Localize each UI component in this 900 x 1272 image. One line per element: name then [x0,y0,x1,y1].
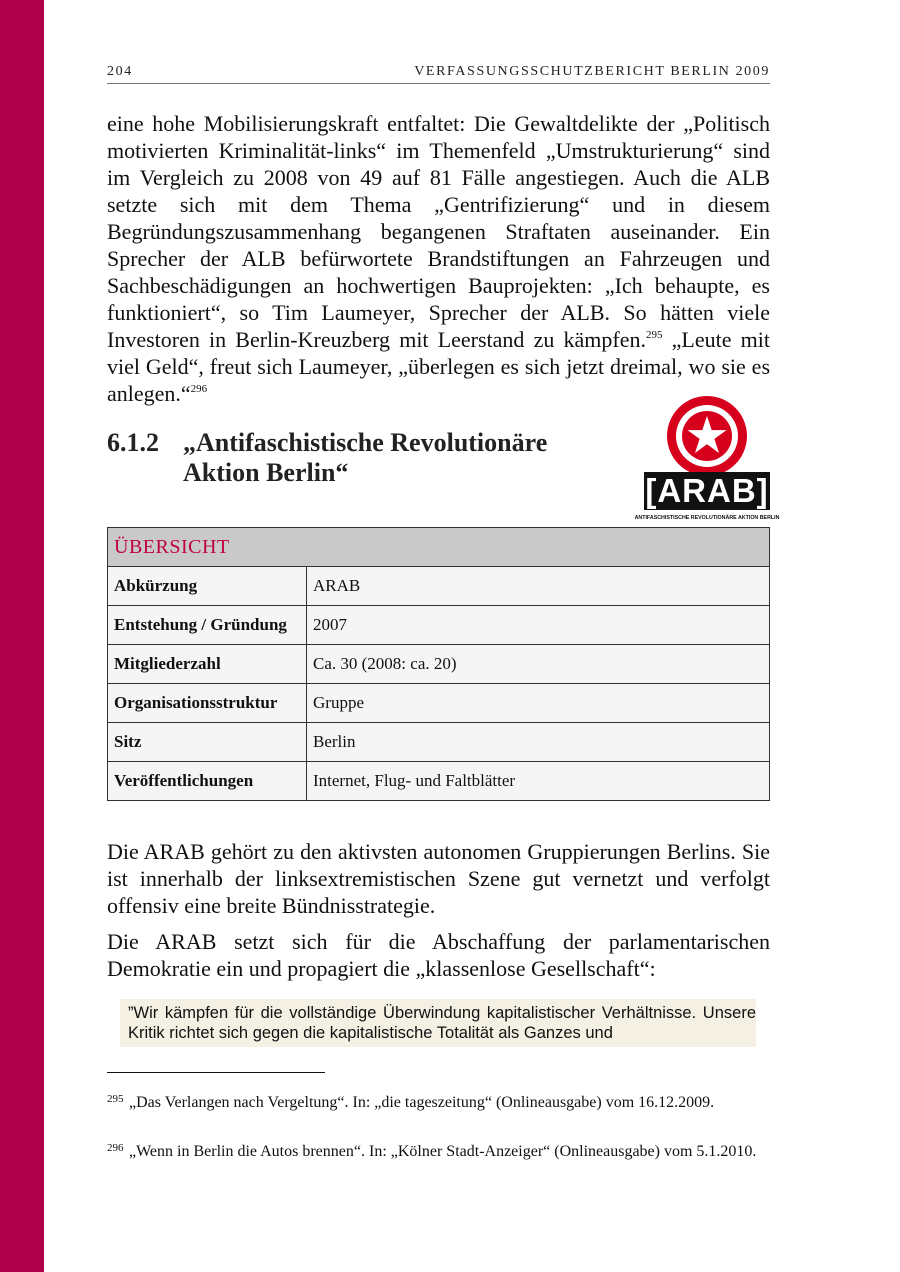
footnote-296 [107,1141,770,1162]
running-title: VERFASSUNGSSCHUTZBERICHT BERLIN 2009 [414,64,770,79]
section-title: „Antifaschistische Revolutionäre Aktion Berlin“ [183,428,548,487]
footnote-295 [107,1092,770,1113]
page-number: 204 [107,64,133,79]
footnote-text: „Das Verlangen nach Vergeltung“. In: „die tageszeitung“ (Onlineausgabe) vom 16.12.2009. [129,1094,715,1111]
table-row [108,645,770,684]
overview-heading: ÜBERSICHT [108,528,770,567]
row-label: Veröffentlichungen [108,762,307,801]
quote-box: ”Wir kämpfen für die vollständige Überwindung kapitalistischer Verhältnisse. Unsere Kritik richtet sich gegen die kapitalistische Totalität als Ganzes und [120,999,756,1047]
intro-text: eine hohe Mobilisierungskraft entfaltet: Die Gewaltdelikte der „Politisch motivierten Kriminalität-links“ im Themenfeld „Umstrukturierung“ sind im Vergleich zu 2008 von 49 auf 81 Fälle angestiegen. Auch die ALB setzte sich mit dem Thema „Gentrifizierung“ und in diesem Begründungszusammenhang begangenen Straftaten auseinander. Ein Sprecher der ALB befürwortete Brandstiftungen an Fahrzeugen und Sachbeschädigungen an hochwertigen Bauprojekten: „Ich behaupte, es funktioniert“, so Tim Laumeyer, Sprecher der ALB. So hätten viele Investoren in Berlin-Kreuzberg mit Leerstand zu kämpfen. [107,111,770,352]
paragraph-arab-goals: Die ARAB setzt sich für die Abschaffung der parlamentarischen Demokratie ein und propagiert die „klassenlose Gesellschaft“: [107,929,770,981]
row-value: 2007 [307,606,770,645]
logo-subtext: ANTIFASCHISTISCHE REVOLUTIONÄRE AKTION BERLIN [634,515,780,521]
row-value: Berlin [307,723,770,762]
footnote-number: 296 [107,1142,124,1154]
overview-table [107,527,770,801]
section-number: 6.1.2 [107,428,159,457]
running-header [107,64,770,84]
footnote-ref-296[interactable]: 296 [190,383,208,395]
row-label: Organisationsstruktur [108,684,307,723]
logo-text: [ARAB] [645,472,769,509]
intro-text-2: „Leute mit viel Geld“, freut sich Laumeyer, „überlegen es sich jetzt dreimal, wo sie es anlegen.“ [107,327,770,406]
footnote-text: „Wenn in Berlin die Autos brennen“. In: „Kölner Stadt-Anzeiger“ (Onlineausgabe) vom 5.1.2010. [129,1143,757,1160]
table-row [108,684,770,723]
row-value: Ca. 30 (2008: ca. 20) [307,645,770,684]
row-label: Entstehung / Gründung [108,606,307,645]
overview-header-row [108,528,770,567]
row-label: Sitz [108,723,307,762]
footnote-ref-295[interactable]: 295 [645,329,663,341]
table-row [108,723,770,762]
footnote-divider [107,1072,325,1073]
row-value: ARAB [307,567,770,606]
footnote-number: 295 [107,1093,124,1105]
page-margin-bar [0,0,44,1272]
row-label: Mitgliederzahl [108,645,307,684]
table-row [108,567,770,606]
row-label: Abkürzung [108,567,307,606]
row-value: Internet, Flug- und Faltblätter [307,762,770,801]
arab-logo [634,394,780,524]
intro-paragraph [107,110,770,407]
section-heading [107,428,607,488]
row-value: Gruppe [307,684,770,723]
table-row [108,606,770,645]
paragraph-arab-description: Die ARAB gehört zu den aktivsten autonomen Gruppierungen Berlins. Sie ist innerhalb der linksextremistischen Szene gut vernetzt und verfolgt offensiv eine breite Bündnisstrategie. [107,839,770,918]
table-row [108,762,770,801]
